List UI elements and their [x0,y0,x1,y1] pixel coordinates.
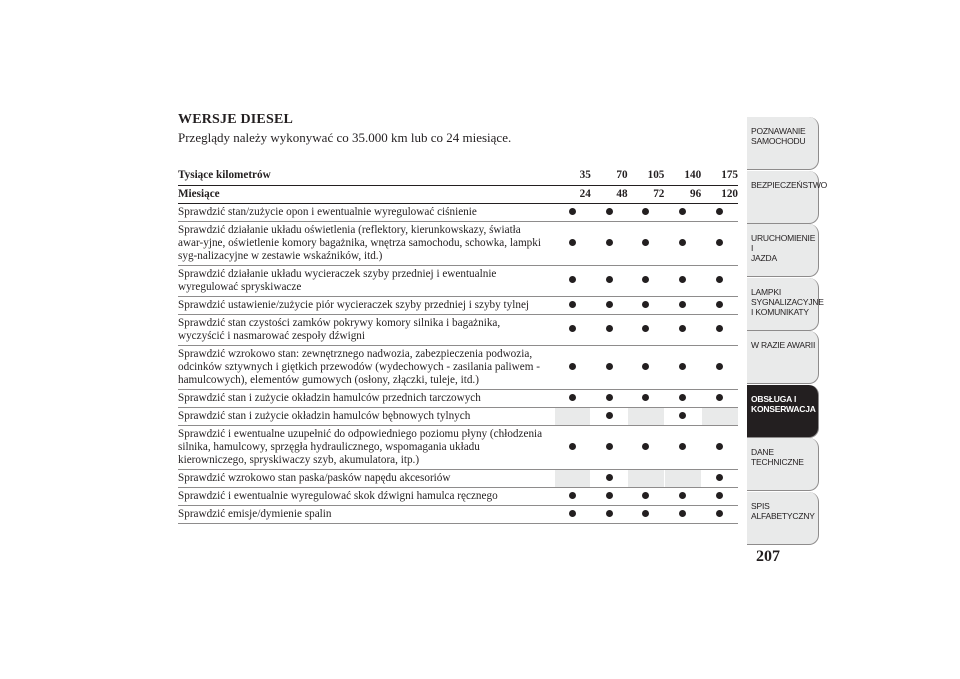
check-cell [701,221,738,265]
km-value: 70 [591,167,628,185]
bullet-icon [716,239,723,246]
task-description: Sprawdzić działanie układu wycieraczek szyby przedniej i ewentualnie wyregulować spryskiwacze [178,265,554,296]
check-cell [664,425,701,469]
check-cell [701,296,738,314]
bullet-icon [642,208,649,215]
check-cell [628,389,665,407]
bullet-icon [716,443,723,450]
check-cell [628,487,665,505]
check-cell [628,425,665,469]
check-cell [591,425,628,469]
task-description: Sprawdzić i ewentualnie wyregulować skok dźwigni hamulca ręcznego [178,487,554,505]
check-cell [554,487,591,505]
bullet-icon [679,276,686,283]
check-cell [664,407,701,425]
chapter-nav [747,117,828,545]
table-row [178,487,738,505]
check-cell [554,265,591,296]
bullet-icon [642,276,649,283]
maintenance-schedule-table [178,167,738,524]
check-cell [701,469,738,487]
km-header-label: Tysiące kilometrów [178,167,554,185]
task-description: Sprawdzić emisje/dymienie spalin [178,505,554,523]
check-cell [701,265,738,296]
check-cell [554,203,591,221]
check-cell [554,296,591,314]
bullet-icon [569,394,576,401]
check-cell [591,389,628,407]
bullet-icon [679,363,686,370]
km-value: 35 [554,167,591,185]
task-description: Sprawdzić stan/zużycie opon i ewentualnie wyregulować ciśnienie [178,203,554,221]
km-header-row [178,167,738,185]
months-value: 72 [628,185,665,203]
bullet-icon [642,443,649,450]
months-value: 48 [591,185,628,203]
check-cell [554,345,591,389]
check-cell [554,221,591,265]
km-value: 105 [628,167,665,185]
check-cell [591,296,628,314]
check-cell [628,221,665,265]
bullet-icon [606,474,613,481]
check-cell [628,296,665,314]
check-cell [554,505,591,523]
bullet-icon [642,492,649,499]
bullet-icon [569,510,576,517]
table-row [178,296,738,314]
check-cell [701,345,738,389]
bullet-icon [569,325,576,332]
table-row [178,203,738,221]
bullet-icon [606,492,613,499]
bullet-icon [606,363,613,370]
bullet-icon [716,325,723,332]
nav-tab[interactable]: DANE TECHNICZNE [747,438,819,491]
bullet-icon [569,276,576,283]
nav-tab[interactable]: URUCHOMIENIE I JAZDA [747,224,819,277]
bullet-icon [716,510,723,517]
check-cell [664,487,701,505]
check-cell [591,314,628,345]
bullet-icon [642,239,649,246]
check-cell [664,505,701,523]
bullet-icon [679,325,686,332]
bullet-icon [569,301,576,308]
check-cell [591,407,628,425]
empty-cell [554,469,591,487]
table-row [178,314,738,345]
bullet-icon [606,412,613,419]
bullet-icon [679,301,686,308]
months-value: 24 [554,185,591,203]
task-description: Sprawdzić stan i zużycie okładzin hamulców bębnowych tylnych [178,407,554,425]
bullet-icon [569,492,576,499]
table-row [178,469,738,487]
intro-text: Przeglądy należy wykonywać co 35.000 km lub co 24 miesiące. [178,130,512,145]
bullet-icon [569,208,576,215]
schedule-body [178,203,738,523]
check-cell [628,203,665,221]
bullet-icon [716,492,723,499]
check-cell [554,314,591,345]
nav-tab[interactable]: W RAZIE AWARII [747,331,819,384]
check-cell [664,296,701,314]
task-description: Sprawdzić stan i zużycie okładzin hamulców przednich tarczowych [178,389,554,407]
check-cell [591,469,628,487]
check-cell [591,487,628,505]
nav-tab[interactable]: LAMPKI SYGNALIZACYJNE I KOMUNIKATY [747,278,819,331]
nav-tab[interactable]: POZNAWANIE SAMOCHODU [747,117,819,170]
table-row [178,425,738,469]
bullet-icon [569,443,576,450]
km-value: 140 [664,167,701,185]
table-row [178,505,738,523]
task-description: Sprawdzić ustawienie/zużycie piór wycieraczek szyby przedniej i szyby tylnej [178,296,554,314]
table-row [178,345,738,389]
task-description: Sprawdzić stan czystości zamków pokrywy komory silnika i bagażnika, wyczyścić i nasmarować zespoły dźwigni [178,314,554,345]
bullet-icon [642,510,649,517]
check-cell [591,221,628,265]
page-number: 207 [756,548,780,565]
bullet-icon [606,301,613,308]
bullet-icon [606,510,613,517]
check-cell [664,265,701,296]
table-row [178,407,738,425]
task-description: Sprawdzić wzrokowo stan paska/pasków napędu akcesoriów [178,469,554,487]
check-cell [664,221,701,265]
bullet-icon [679,412,686,419]
bullet-icon [606,239,613,246]
bullet-icon [716,394,723,401]
bullet-icon [606,394,613,401]
bullet-icon [679,443,686,450]
bullet-icon [679,239,686,246]
bullet-icon [642,394,649,401]
check-cell [701,389,738,407]
nav-tab[interactable]: BEZPIECZEŃSTWO [747,171,819,224]
check-cell [664,203,701,221]
bullet-icon [716,474,723,481]
bullet-icon [642,301,649,308]
check-cell [701,203,738,221]
bullet-icon [606,325,613,332]
check-cell [554,389,591,407]
check-cell [664,345,701,389]
check-cell [628,345,665,389]
bullet-icon [679,208,686,215]
check-cell [664,314,701,345]
check-cell [701,505,738,523]
months-header-label: Miesiące [178,185,554,203]
empty-cell [628,469,665,487]
bullet-icon [606,208,613,215]
bullet-icon [716,301,723,308]
section-heading: WERSJE DIESEL [178,112,294,127]
months-value: 120 [701,185,738,203]
bullet-icon [606,443,613,450]
empty-cell [628,407,665,425]
bullet-icon [679,510,686,517]
bullet-icon [679,394,686,401]
bullet-icon [606,276,613,283]
bullet-icon [679,492,686,499]
task-description: Sprawdzić wzrokowo stan: zewnętrznego nadwozia, zabezpieczenia podwozia, odcinków sztywnych i giętkich przewodów (wydechowych - zasilania paliwem - hamulcowych), elementów gumowych (osłony, złączki, tuleje, itd.) [178,345,554,389]
check-cell [701,487,738,505]
km-value: 175 [701,167,738,185]
bullet-icon [569,239,576,246]
check-cell [591,203,628,221]
bullet-icon [716,363,723,370]
empty-cell [701,407,738,425]
nav-tab[interactable]: SPIS ALFABETYCZNY [747,492,819,545]
table-row [178,221,738,265]
task-description: Sprawdzić działanie układu oświetlenia (reflektory, kierunkowskazy, światła awar-yjne, oświetlenie komory bagażnika, wnętrza samochodu, schowka, lampki syg-nalizacyjne w zestawie wskaźników, itd.) [178,221,554,265]
empty-cell [664,469,701,487]
bullet-icon [716,276,723,283]
task-description: Sprawdzić i ewentualne uzupełnić do odpowiedniego poziomu płyny (chłodzenia silnika, hamulcowy, sprzęgła hydraulicznego, wspomagania układu kierowniczego, spryskiwaczy szyb, akumulatora, itp.) [178,425,554,469]
check-cell [701,314,738,345]
bullet-icon [642,363,649,370]
bullet-icon [642,325,649,332]
months-header-row [178,185,738,203]
check-cell [554,425,591,469]
table-row [178,389,738,407]
check-cell [628,265,665,296]
check-cell [628,314,665,345]
table-row [178,265,738,296]
nav-tab[interactable]: OBSŁUGA I KONSERWACJA [747,385,819,438]
check-cell [701,425,738,469]
check-cell [591,345,628,389]
check-cell [664,389,701,407]
empty-cell [554,407,591,425]
bullet-icon [716,208,723,215]
check-cell [591,265,628,296]
months-value: 96 [664,185,701,203]
check-cell [628,505,665,523]
check-cell [591,505,628,523]
bullet-icon [569,363,576,370]
